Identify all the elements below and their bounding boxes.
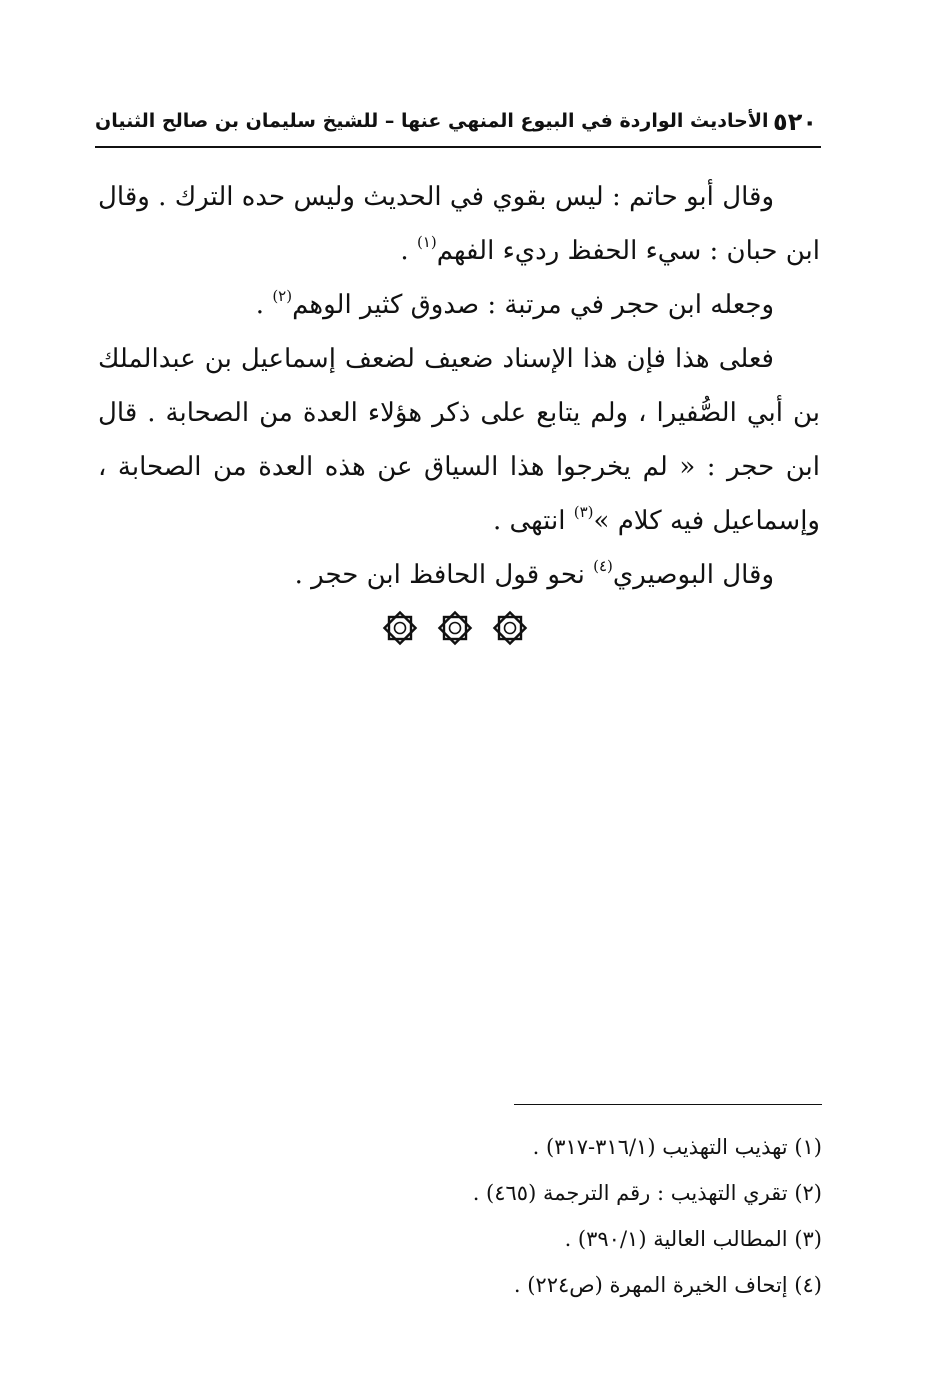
eight-point-star-ornament-icon xyxy=(490,608,530,648)
footnote-ref-2: (٢) xyxy=(272,287,293,305)
footnote-separator xyxy=(514,1104,822,1105)
paragraph-ibn-hajar: وجعله ابن حجر في مرتبة : صدوق كثير الوهم$^{(٢)}$ . xyxy=(255,287,774,320)
paragraph-abu-hatim: وقال أبو حاتم : ليس بقوي في الحديث وليس حده الترك . وقال ابن حبان : سيء الحفظ رديء الفهم$^{(١)}$ . xyxy=(98,182,820,266)
section-divider-ornaments xyxy=(380,606,530,650)
page-number: ٥٢٠ xyxy=(773,108,817,136)
running-title: الأحاديث الواردة في البيوع المنهي عنها – للشيخ سليمان بن صالح الثنيان xyxy=(95,110,769,132)
footnote-1: (١) تهذيب التهذيب (٣١٦/١-٣١٧) . xyxy=(532,1135,822,1159)
paragraph-busiri: وقال البوصيري$^{(٤)}$ نحو قول الحافظ ابن حجر . xyxy=(294,557,774,590)
eight-point-star-ornament-icon xyxy=(380,608,420,648)
eight-point-star-ornament-icon xyxy=(435,608,475,648)
footnote-ref-1: (١) xyxy=(416,233,437,251)
footnote-ref-4: (٤) xyxy=(593,557,613,575)
body-text xyxy=(98,170,820,602)
header-rule xyxy=(95,146,821,148)
paragraph-conclusion: فعلى هذا فإن هذا الإسناد ضعيف لضعف إسماعيل بن عبدالملك بن أبي الصُّفيرا ، ولم يتابع على ذكر هؤلاء العدة من الصحابة . قال ابن حجر : « لم يخرجوا هذا السياق عن هذه العدة من الصحابة ، وإسماعيل فيه كلام »$^{(٣)}$ انتهى . xyxy=(98,344,820,536)
footnote-ref-3: (٣) xyxy=(573,503,594,521)
footnotes xyxy=(300,1124,822,1308)
footnote-3: (٣) المطالب العالية (٣٩٠/١) . xyxy=(564,1227,822,1251)
page-header xyxy=(95,106,821,146)
footnote-4: (٤) إتحاف الخيرة المهرة (ص٢٢٤) . xyxy=(513,1273,822,1297)
footnote-2: (٢) تقري التهذيب : رقم الترجمة (٤٦٥) . xyxy=(472,1181,822,1205)
